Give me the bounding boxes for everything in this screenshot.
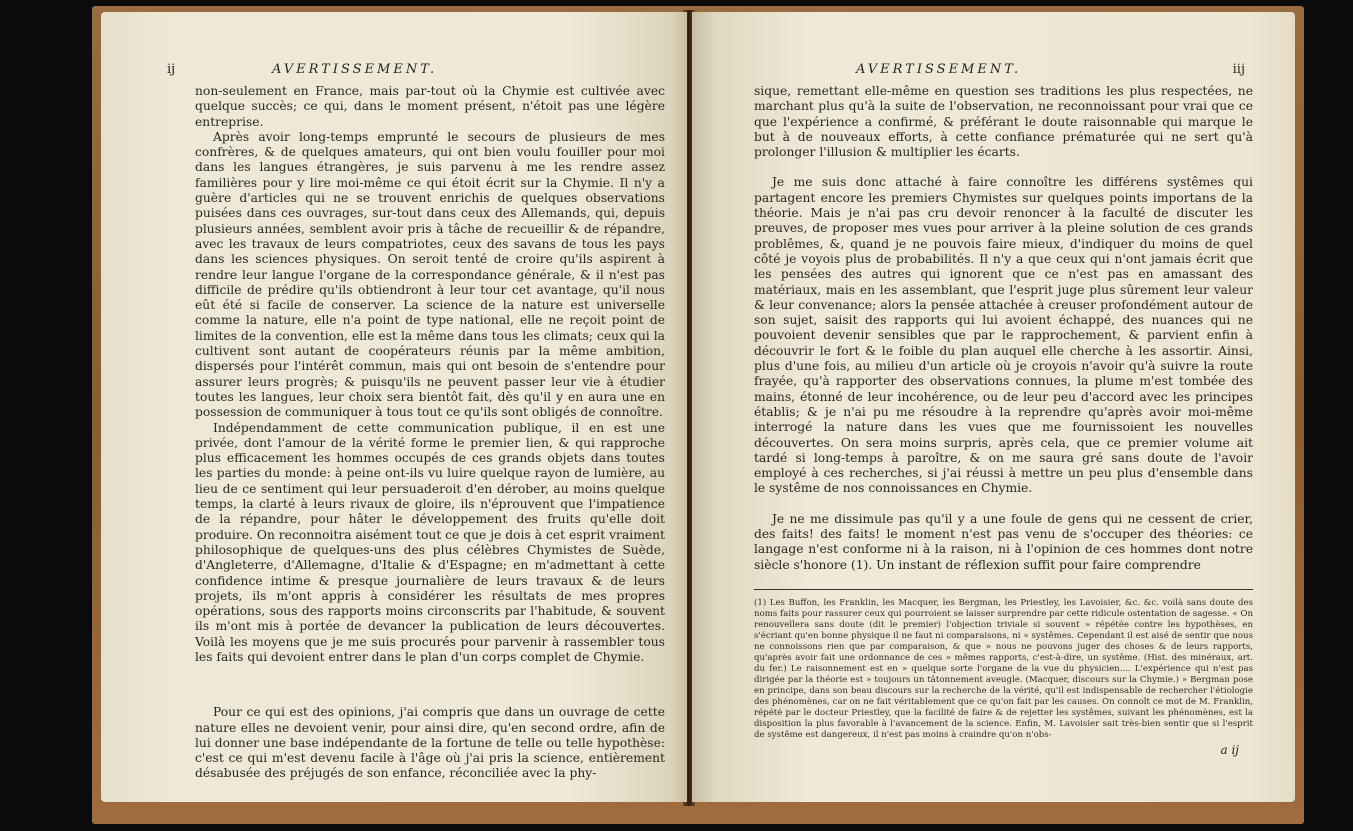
left-paragraph: Indépendamment de cette communication publique, il en est une privée, dont l'amour de la vérité forme le premier lien, & qui rapproche plus efficacement les hommes occupés de ces grands objets dans toutes les parties du monde: à peine ont-ils vu luire quelque rayon de lumière, au lieu de ce sentiment qui leur persuaderoit d'en dérober, au moins quelque temps, la clarté à leurs rivaux de gloire, ils n'éprouvent que l'impatience de la répandre, pour hâter le développement des fruits qu'elle doit produire. On reconnoitra aisément tout ce que je dois à cet esprit vraiment philosophique de quelques-uns des plus célèbres Chymistes de Suède, d'Angleterre, d'Allemagne, d'Italie & d'Espagne; en m'admettant à cette confidence intime & presque journalière de leurs travaux & de leurs projets, ils m'ont appris à considérer les résultats de mes propres opérations, sous des rapports moins circonscrits par l'habitude, & souvent ils m'ont mis à portée de devancer la publication de leurs découvertes. Voilà les moyens que je me suis procurés pour parvenir à rassembler tous les faits qui devoient entrer dans le plan d'un corps complet de Chymie. bbox=[195, 420, 665, 664]
left-body-text bbox=[195, 84, 665, 782]
right-page bbox=[692, 12, 1295, 802]
paragraph-gap bbox=[754, 497, 1253, 512]
left-paragraph: Après avoir long-temps emprunté le secours de plusieurs de mes confrères, & de quelques amateurs, qui ont bien voulu fouiller pour moi dans les langues étrangères, je suis parvenu à me les rendre assez familières pour y lire moi-même ce qui étoit écrit sur la Chymie. Il n'y a guère d'articles qui ne se trouvent enrichis de quelques observations puisées dans ces ouvrages, sur-tout dans ceux des Allemands, qui, depuis plusieurs années, semblent avoir pris à tâche de recueillir & de répandre, avec les travaux de leurs compatriotes, ceux des savans de tous les pays dans les sciences physiques. On seroit tenté de croire qu'ils aspirent à rendre leur langue l'organe de la correspondance générale, & il n'est pas difficile de prédire qu'ils obtiendront à leur tour cet avantage, qu'il nous eût été si facile de conserver. La science de la nature est universelle comme la nature, elle n'a point de type national, elle ne reçoit point de limites de la convention, elle est la même dans tous les climats; ceux qui la cultivent sont autant de coopérateurs réunis par la même ambition, dispersés pour l'intérêt commun, mais qui ont besoin de s'entendre pour assurer leurs progrès; & puisqu'ils ne peuvent passer leur vie à étudier toutes les langues, leur choix sera bientôt fait, dès qu'il y en aura une en possession de communiquer à tous tout ce qu'ils sont obligés de connoître. bbox=[195, 129, 665, 420]
right-paragraph: sique, remettant elle-même en question ses traditions les plus respectées, ne marchant plus qu'à la suite de l'observation, ne reconnoissant pour vrai que ce que l'expérience a confirmé, & préférant le doute raisonnable qui marque le but à de nouveaux efforts, à cette confiance prématurée qui ne sert qu'à prolonger l'illusion & multiplier les écarts. bbox=[754, 84, 1253, 160]
footnote: (1) Les Buffon, les Franklin, les Macquer, les Bergman, les Priestley, les Lavoisier, &c. &c. voilà sans doute des noms faits pour rassurer ceux qui pourroient se laisser surprendre par cette ridicule ostentation de sagesse. « On renouvellera sans doute (dit le premier) l'objection triviale si souvent » répétée contre les hypothèses, en s'écriant qu'en bonne physique il ne faut ni comparaisons, ni » systêmes. Cependant il est aisé de sentir que nous ne connoissons rien que par comparaison, & que » nous ne pouvons juger des choses & de leurs rapports, qu'après avoir fait une ordonnance de ces » mêmes rapports, c'est-à-dire, un systême. (Hist. des minéraux, art. du fer.) Le raisonnement est en » quelque sorte l'organe de la vue du physicien.... L'expérience qui n'est pas dirigée par la théorie est » toujours un tâtonnement aveugle. (Macquer, discours sur la Chymie.) » Bergman pose en principe, dans son beau discours sur la recherche de la vérité, qu'il est indispensable de rechercher l'étiologie des phénomènes, car on ne fait véritablement que ce qu'on fait par les causes. On connoît ce mot de M. Franklin, répété par le docteur Priestley, que la facilité de faire & de rejetter les systêmes, suivant les phénomènes, est la disposition la plus favorable à l'avancement de la science. Enfin, M. Lavoisier sait très-bien sentir que si l'esprit de systême est dangereux, il n'est pas moins à craindre qu'on n'obs- bbox=[754, 597, 1253, 740]
right-page-number: iij bbox=[1232, 62, 1245, 77]
left-paragraph: Pour ce qui est des opinions, j'ai compris que dans un ouvrage de cette nature elles ne devoient venir, pour ainsi dire, qu'en second ordre, afin de lui donner une base indépendante de la fortune de telle ou telle hypothèse: c'est ce qui m'est devenu facile à l'âge où j'ai pris la science, entièrement désabusée des préjugés de son enfance, réconciliée avec la phy- bbox=[195, 705, 665, 781]
signature-mark: a ij bbox=[1220, 742, 1239, 757]
right-paragraph: Je ne me dissimule pas qu'il y a une foule de gens qui ne cessent de crier, des faits! des faits! le moment n'est pas venu de s'occuper des théories: ce langage n'est conforme ni à la raison, ni à l'opinion de ces hommes dont notre siècle s'honore (1). Un instant de réflexion suffit pour faire comprendre bbox=[754, 511, 1253, 572]
left-running-head bbox=[167, 62, 687, 84]
left-page bbox=[101, 12, 687, 802]
right-body-text bbox=[754, 84, 1253, 758]
right-paragraph: Je me suis donc attaché à faire connoître les différens systêmes qui partagent encore les premiers Chymistes sur quelques points importans de la théorie. Mais je n'ai pas cru devoir renoncer à la faculté de discuter les preuves, de proposer mes vues pour arriver à la pleine solution de ces grands problêmes, &, quand je ne pouvois faire mieux, d'indiquer du moins de quel côté je voyois plus de probabilités. Il n'y a que ceux qui n'ont jamais écrit que les pensées des autres qui ignorent que ce n'est pas en amassant des matériaux, mais en les assemblant, que l'esprit juge plus sûrement leur valeur & leur convenance; alors la pensée attachée à creuser profondément autour de son sujet, saisit des rapports qui lui avoient échappé, des nuances qui ne pouvoient devenir sensibles que par le rapprochement, & parvient enfin à découvrir le fort & le foible du plan auquel elle cherche à les assortir. Ainsi, plus d'une fois, au milieu d'un article où je croyois n'avoir qu'à suivre la route frayée, qu'à rapporter des observations connues, la plume m'est tombée des mains, étonné de leur incohérence, ou de leur peu d'accord avec les principes établis; & je n'ai pu me résoudre à la reprendre qu'après avoir moi-même interrogé la nature dans les vues que me fournissoient les nouvelles découvertes. On sera moins surpris, après cela, que ce premier volume ait tardé si long-temps à paroître, & on me saura gré sans doute de l'avoir employé à ces recherches, si j'ai réussi à mettre un peu plus d'ensemble dans le systême de nos connoissances en Chymie. bbox=[754, 175, 1253, 496]
paragraph-gap bbox=[195, 665, 665, 705]
right-running-head bbox=[748, 62, 1295, 84]
footnote-rule bbox=[754, 589, 1253, 590]
right-running-title: AVERTISSEMENT. bbox=[856, 62, 1022, 77]
paragraph-gap bbox=[754, 160, 1253, 175]
left-page-number: ij bbox=[167, 62, 176, 77]
left-running-title: AVERTISSEMENT. bbox=[272, 62, 438, 77]
left-paragraph: non-seulement en France, mais par-tout où la Chymie est cultivée avec quelque succès; ce qui, dans le moment présent, n'étoit pas une légère entreprise. bbox=[195, 84, 665, 129]
